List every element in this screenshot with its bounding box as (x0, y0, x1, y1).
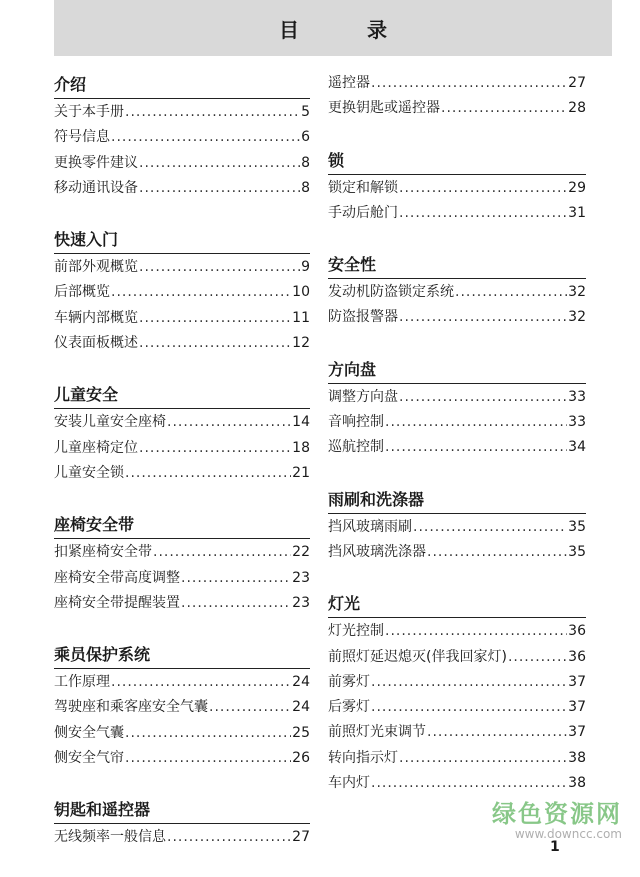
toc-entry-page: 28 (568, 100, 586, 117)
toc-entry-title: 前照灯延迟熄灭(伴我回家灯) (328, 648, 507, 665)
toc-section (328, 357, 586, 461)
toc-entry[interactable] (328, 385, 586, 410)
dot-leader (125, 721, 291, 746)
toc-entry-page: 33 (568, 388, 586, 405)
toc-entry[interactable] (54, 721, 310, 746)
toc-entry-title: 关于本手册 (54, 104, 124, 120)
toc-entry[interactable] (54, 695, 310, 720)
toc-entry[interactable] (54, 255, 310, 280)
section-heading: 锁 (328, 148, 586, 175)
toc-entry[interactable] (54, 540, 310, 565)
toc-entry-title: 挡风玻璃雨刷 (328, 518, 412, 535)
toc-entry-title: 座椅安全带提醒装置 (54, 594, 180, 611)
toc-right-column (328, 72, 586, 822)
toc-entry-page: 36 (568, 648, 586, 665)
dot-leader (139, 306, 291, 331)
dot-leader (139, 151, 300, 176)
toc-entry-page: 27 (568, 75, 586, 91)
toc-section (54, 512, 310, 616)
toc-entry[interactable] (328, 720, 586, 745)
toc-entry-page: 35 (568, 543, 586, 560)
toc-entry-title: 音响控制 (328, 414, 384, 431)
toc-entry-title: 侧安全气囊 (54, 724, 124, 741)
toc-entry-title: 前雾灯 (328, 673, 370, 690)
toc-entry-title: 车内灯 (328, 775, 370, 792)
dot-leader (125, 100, 300, 125)
dot-leader (167, 410, 291, 435)
toc-entry[interactable] (54, 176, 310, 201)
toc-entry-page: 24 (292, 674, 310, 691)
toc-entry[interactable] (54, 280, 310, 305)
section-heading: 介绍 (54, 72, 310, 99)
toc-entry[interactable] (328, 176, 586, 201)
dot-leader (399, 176, 567, 201)
toc-entry-page: 23 (292, 594, 310, 611)
section-heading: 乘员保护系统 (54, 642, 310, 669)
toc-entry-page: 6 (301, 129, 310, 146)
toc-entry[interactable] (328, 201, 586, 226)
toc-section (54, 382, 310, 486)
toc-entry[interactable] (328, 619, 586, 644)
toc-entry[interactable] (328, 410, 586, 435)
toc-entry-title: 遥控器 (328, 75, 370, 91)
toc-entry-page: 32 (568, 309, 586, 326)
toc-entry[interactable] (328, 746, 586, 771)
section-heading: 安全性 (328, 252, 586, 279)
dot-leader (455, 280, 567, 305)
section-heading: 方向盘 (328, 357, 586, 384)
toc-section (328, 71, 586, 122)
toc-entry[interactable] (328, 540, 586, 565)
toc-entry-page: 36 (568, 623, 586, 640)
toc-entry-page: 21 (292, 464, 310, 481)
toc-entry[interactable] (328, 695, 586, 720)
dot-leader (441, 96, 567, 121)
toc-section (328, 252, 586, 331)
toc-entry[interactable] (54, 410, 310, 435)
dot-leader (209, 695, 291, 720)
toc-entry[interactable] (328, 305, 586, 330)
toc-section (328, 591, 586, 796)
toc-entry-page: 29 (568, 179, 586, 196)
dot-leader (399, 746, 567, 771)
toc-entry-title: 灯光控制 (328, 623, 384, 640)
toc-entry-page: 24 (292, 699, 310, 716)
toc-entry-page: 37 (568, 724, 586, 741)
toc-entry-title: 仪表面板概述 (54, 335, 138, 352)
toc-entry-page: 37 (568, 699, 586, 716)
dot-leader (371, 695, 567, 720)
toc-entry-page: 27 (292, 829, 310, 846)
toc-entry-title: 调整方向盘 (328, 388, 398, 405)
toc-entry-page: 22 (292, 544, 310, 561)
dot-leader (399, 385, 567, 410)
toc-entry[interactable] (328, 645, 586, 670)
dot-leader (371, 771, 567, 796)
watermark-url: www.downcc.com (514, 827, 622, 841)
toc-entry[interactable] (328, 96, 586, 121)
toc-entry-page: 38 (568, 749, 586, 766)
dot-leader (508, 645, 567, 670)
toc-section (328, 487, 586, 566)
dot-leader (139, 331, 291, 356)
toc-entry[interactable] (54, 566, 310, 591)
toc-entry[interactable] (328, 670, 586, 695)
toc-entry-page: 14 (292, 414, 310, 431)
dot-leader (427, 540, 567, 565)
dot-leader (385, 435, 567, 460)
toc-entry[interactable] (54, 461, 310, 486)
toc-section (54, 72, 310, 201)
toc-entry-page: 23 (292, 569, 310, 586)
toc-entry-title: 后部概览 (54, 284, 110, 301)
toc-entry[interactable] (54, 825, 310, 850)
toc-entry[interactable] (54, 746, 310, 771)
toc-section (54, 797, 310, 850)
dot-leader (427, 720, 567, 745)
toc-entry-title: 驾驶座和乘客座安全气囊 (54, 699, 208, 716)
toc-entry[interactable] (54, 436, 310, 461)
toc-entry-page: 25 (292, 724, 310, 741)
toc-entry[interactable] (54, 331, 310, 356)
dot-leader (111, 125, 300, 150)
toc-entry-page: 35 (568, 518, 586, 535)
toc-entry-page: 8 (301, 154, 310, 171)
toc-entry-page: 34 (568, 439, 586, 456)
dot-leader (153, 540, 291, 565)
toc-entry-page: 32 (568, 284, 586, 301)
dot-leader (111, 280, 291, 305)
dot-leader (139, 176, 300, 201)
watermark-logo-text: 绿色资源网 (492, 800, 622, 828)
section-heading: 雨刷和洗涤器 (328, 487, 586, 514)
dot-leader (139, 436, 291, 461)
watermark (492, 794, 622, 841)
dot-leader (399, 305, 567, 330)
toc-entry[interactable] (54, 100, 310, 125)
dot-leader (111, 670, 291, 695)
toc-entry-page: 5 (301, 104, 310, 120)
toc-entry[interactable] (54, 306, 310, 331)
toc-entry[interactable] (54, 125, 310, 150)
toc-entry[interactable] (328, 280, 586, 305)
page-number: 1 (550, 839, 560, 855)
dot-leader (413, 515, 567, 540)
dot-leader (371, 670, 567, 695)
dot-leader (125, 746, 291, 771)
toc-entry-title: 儿童座椅定位 (54, 439, 138, 456)
dot-leader (167, 825, 291, 850)
toc-entry-title: 工作原理 (54, 674, 110, 691)
toc-entry-page: 26 (292, 750, 310, 767)
dot-leader (139, 255, 300, 280)
toc-entry-title: 后雾灯 (328, 699, 370, 716)
toc-entry-title: 更换钥匙或遥控器 (328, 100, 440, 117)
dot-leader (399, 201, 567, 226)
toc-entry-page: 11 (292, 309, 310, 326)
toc-entry-title: 前照灯光束调节 (328, 724, 426, 741)
toc-entry-title: 座椅安全带高度调整 (54, 569, 180, 586)
toc-entry-page: 38 (568, 775, 586, 792)
dot-leader (371, 71, 567, 96)
dot-leader (125, 461, 291, 486)
dot-leader (385, 410, 567, 435)
toc-entry-title: 符号信息 (54, 129, 110, 146)
toc-entry[interactable] (54, 670, 310, 695)
dot-leader (181, 566, 291, 591)
toc-entry[interactable] (54, 591, 310, 616)
toc-entry-title: 防盗报警器 (328, 309, 398, 326)
toc-section (54, 642, 310, 771)
toc-entry-page: 33 (568, 414, 586, 431)
toc-entry-title: 移动通讯设备 (54, 179, 138, 196)
toc-entry[interactable] (328, 71, 586, 96)
toc-entry[interactable] (328, 435, 586, 460)
toc-entry-page: 18 (292, 439, 310, 456)
toc-entry-title: 扣紧座椅安全带 (54, 544, 152, 561)
toc-title-bar (54, 0, 612, 56)
toc-entry-title: 车辆内部概览 (54, 309, 138, 326)
toc-entry-page: 31 (568, 204, 586, 221)
section-heading: 座椅安全带 (54, 512, 310, 539)
section-heading: 钥匙和遥控器 (54, 797, 310, 824)
toc-entry-page: 8 (301, 179, 310, 196)
toc-entry-title: 更换零件建议 (54, 154, 138, 171)
section-heading: 儿童安全 (54, 382, 310, 409)
section-heading: 灯光 (328, 591, 586, 618)
toc-entry-title: 侧安全气帘 (54, 750, 124, 767)
section-heading: 快速入门 (54, 227, 310, 254)
toc-entry-title: 儿童安全锁 (54, 464, 124, 481)
toc-section (54, 227, 310, 356)
toc-entry-page: 37 (568, 673, 586, 690)
dot-leader (385, 619, 567, 644)
toc-entry-page: 9 (301, 259, 310, 276)
toc-entry-title: 巡航控制 (328, 439, 384, 456)
toc-entry-page: 10 (292, 284, 310, 301)
toc-entry-title: 发动机防盗锁定系统 (328, 284, 454, 301)
toc-entry[interactable] (328, 515, 586, 540)
toc-entry-title: 安装儿童安全座椅 (54, 414, 166, 431)
toc-section (328, 148, 586, 227)
toc-entry-title: 锁定和解锁 (328, 179, 398, 196)
toc-entry-title: 转向指示灯 (328, 749, 398, 766)
toc-entry-title: 前部外观概览 (54, 259, 138, 276)
toc-entry-title: 手动后舱门 (328, 204, 398, 221)
toc-entry-page: 12 (292, 335, 310, 352)
toc-entry-title: 挡风玻璃洗涤器 (328, 543, 426, 560)
toc-entry-title: 无线频率一般信息 (54, 829, 166, 846)
toc-entry[interactable] (328, 771, 586, 796)
dot-leader (181, 591, 291, 616)
toc-title: 目 录 (279, 17, 411, 42)
toc-left-column (54, 72, 310, 877)
toc-entry[interactable] (54, 151, 310, 176)
